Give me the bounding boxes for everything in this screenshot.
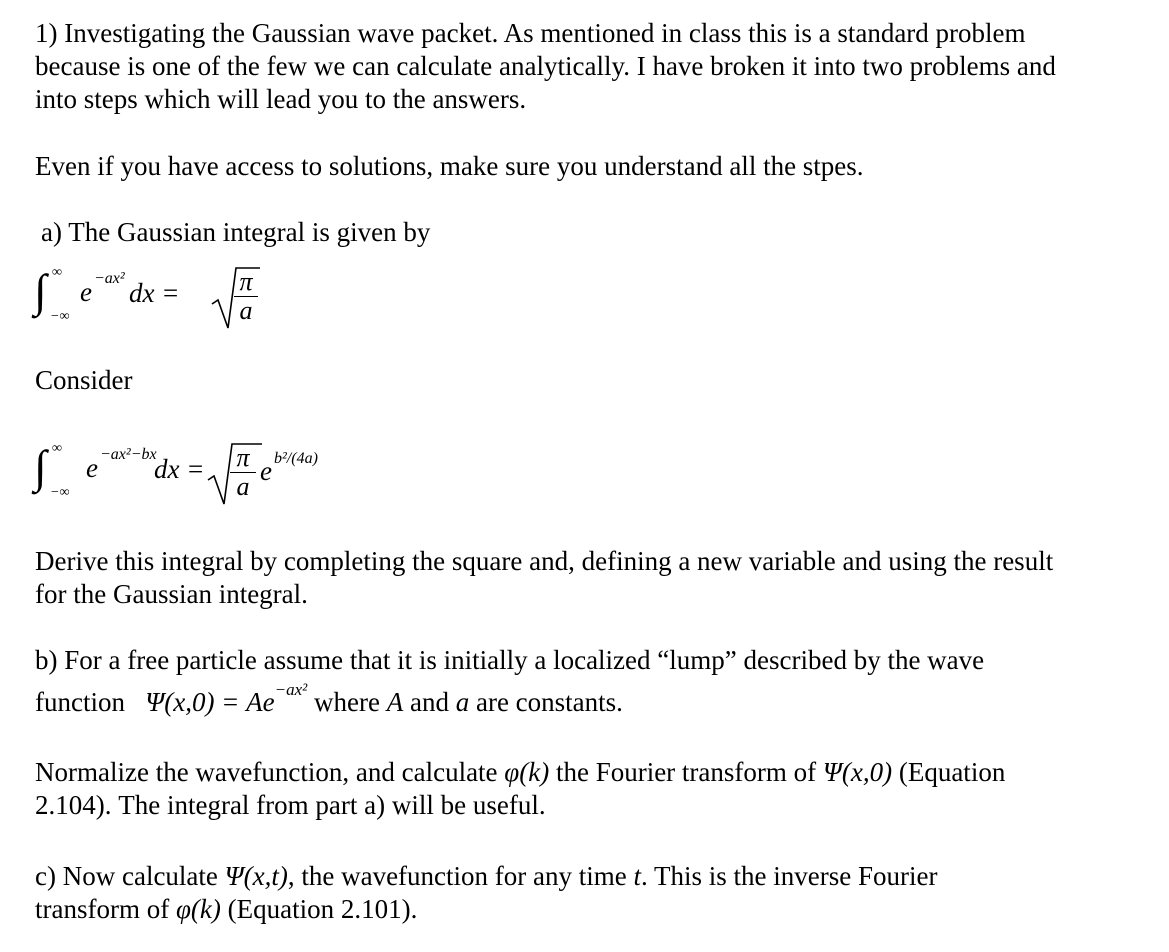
- consider-label: Consider: [35, 365, 133, 395]
- numerator: π: [236, 443, 250, 472]
- initial-wavefunction-exponent: −ax²: [274, 680, 308, 699]
- integral-sign: ∫: [34, 265, 47, 316]
- denominator: a: [230, 472, 256, 501]
- integrand-base: e: [86, 453, 98, 483]
- where-text: where: [307, 687, 387, 717]
- derive-line-1: Derive this integral by completing the square and, defining a new variable and using the result: [35, 546, 1054, 576]
- part-b-function-line: [35, 680, 1149, 722]
- normalize-instruction: [35, 756, 1149, 822]
- understanding-note: Even if you have access to solutions, make sure you understand all the stpes.: [35, 151, 864, 181]
- exponential-factor: e: [260, 456, 272, 486]
- phi-of-k: φ(k): [504, 757, 550, 787]
- intro-line-3: into steps which will lead you to the answers.: [35, 84, 527, 114]
- intro-line-1: 1) Investigating the Gaussian wave packet. As mentioned in class this is a standard problem: [35, 18, 1026, 48]
- and-text: and: [403, 687, 456, 717]
- function-label: function: [35, 687, 139, 717]
- integrand-exponent: −ax²: [94, 270, 125, 287]
- differential: dx =: [129, 278, 180, 308]
- equation-ref: (Equation: [892, 757, 1006, 787]
- denominator: a: [234, 296, 258, 325]
- fraction: [230, 444, 256, 501]
- transform-text: transform of: [35, 894, 176, 924]
- numerator: π: [239, 267, 253, 296]
- intro-line-2: because is one of the few we can calculate analytically. I have broken it into two problems and: [35, 51, 1056, 81]
- shifted-gaussian-integral-equation: [34, 438, 354, 508]
- equation-ref: (Equation 2.101).: [220, 894, 418, 924]
- part-c-instruction: [35, 860, 1149, 926]
- psi-x-0: Ψ(x,0): [822, 757, 893, 787]
- psi-x-t: Ψ(x,t): [224, 861, 288, 891]
- part-a-heading: a) The Gaussian integral is given by: [41, 217, 431, 247]
- derive-instruction: [35, 545, 1149, 611]
- part-b-heading: b) For a free particle assume that it is initially a localized “lump” described by the wave: [35, 645, 985, 675]
- normalize-text: Normalize the wavefunction, and calculate: [35, 757, 505, 787]
- lower-limit: −∞: [50, 485, 70, 500]
- upper-limit: ∞: [52, 441, 62, 456]
- fraction: [234, 268, 258, 325]
- normalize-line-2: 2.104). The integral from part a) will be useful.: [35, 790, 546, 820]
- derive-line-2: for the Gaussian integral.: [35, 579, 308, 609]
- inverse-fourier-text: . This is the inverse Fourier: [641, 861, 938, 891]
- intro-paragraph: [35, 17, 1149, 116]
- gaussian-integral-equation: [34, 262, 254, 332]
- lower-limit: −∞: [50, 309, 70, 324]
- time-t: t: [633, 861, 642, 891]
- part-c-prefix: c) Now calculate: [35, 861, 225, 891]
- constants-text: are constants.: [469, 687, 623, 717]
- initial-wavefunction: Ψ(x,0) = Ae: [145, 687, 275, 717]
- any-time-text: , the wavefunction for any time: [287, 861, 634, 891]
- integrand-exponent: −ax²−bx: [100, 446, 157, 463]
- integral-sign: ∫: [34, 441, 47, 492]
- constant-a: a: [455, 687, 470, 717]
- exponential-factor-exponent: b²/(4a): [274, 450, 318, 467]
- fourier-text: the Fourier transform of: [549, 757, 823, 787]
- constant-A: A: [386, 687, 404, 717]
- integrand-base: e: [80, 277, 92, 307]
- upper-limit: ∞: [52, 265, 62, 280]
- phi-of-k: φ(k): [175, 894, 221, 924]
- differential: dx =: [154, 454, 205, 484]
